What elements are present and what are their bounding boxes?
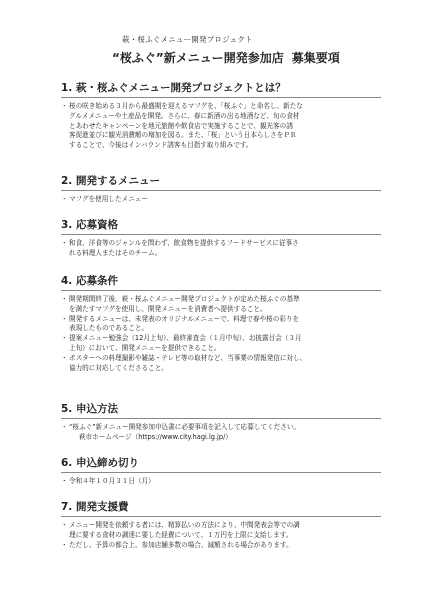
text-line: ポスターへの料理撮影や雑誌・テレビ等の取材など、当事業の情報発信に対し、	[69, 353, 307, 362]
website-link[interactable]: 萩市ホームページ（https://www.city.hagi.lg.jp/）	[79, 432, 232, 441]
text-line: 表現したものであること。	[69, 324, 149, 333]
section-body	[61, 423, 381, 443]
text-line: ただし、予算の都合上、参加店舗多数の場合、減額される場合があります。	[69, 540, 293, 549]
bullet-item	[61, 195, 381, 205]
bullet-item	[61, 102, 381, 151]
text-line: 開発するメニューは、未発表のオリジナルメニューで、料理で春や桜の彩りを	[69, 314, 300, 323]
section-body	[61, 521, 381, 550]
text-line: 令和４年１０月３１日（月）	[69, 477, 155, 485]
section-body	[61, 102, 381, 151]
text-line: することで、今後はインバウンド誘客も目指す取り組みです。	[69, 141, 253, 150]
bullet-item	[61, 239, 381, 259]
text-line: とあわせたキャンペーンを地元旅館や飲食店で実施することで、観光客の誘	[69, 121, 293, 130]
page-title	[112, 49, 340, 66]
bullet-dot: ・	[61, 521, 68, 529]
bullet-dot: ・	[61, 540, 68, 549]
bullet-item	[61, 334, 381, 354]
bullet-item	[61, 354, 381, 374]
section-body	[61, 477, 381, 487]
bullet-dot: ・	[61, 334, 68, 343]
bullet-dot: ・	[61, 353, 68, 362]
text-line: マフグを使用したメニュー	[69, 195, 148, 203]
section-eligibility	[61, 217, 381, 259]
text-line: 提案メニュー勉強会（12月上旬）、最終審査会（１月中旬）、お披露目会（３月	[69, 334, 302, 343]
text-line: れる料理人またはそのチーム。	[69, 248, 162, 257]
section-menu	[61, 173, 381, 205]
bullet-dot: ・	[61, 195, 68, 203]
section-body	[61, 239, 381, 259]
bullet-item	[61, 477, 381, 487]
section-conditions	[61, 273, 381, 373]
text-line: 理に要する食材の調達に要した経費について、１万円を上限に支給します。	[69, 530, 293, 539]
section-heading: 5. 申込方法	[61, 401, 381, 419]
text-line: 和食、洋食等のジャンルを問わず、飲食物を提供するフードサービスに従事さ	[69, 239, 299, 247]
bullet-item	[61, 295, 381, 315]
section-heading: 7. 開発支援費	[61, 499, 381, 517]
project-name: 萩・桜ふぐメニュー開発プロジェクト	[122, 35, 253, 44]
section-heading: 3. 応募資格	[61, 217, 381, 235]
bullet-dot: ・	[61, 295, 68, 303]
title-main: “桜ふぐ”新メニュー開発参加店	[112, 51, 284, 65]
text-line: “桜ふぐ”新メニュー開発参加申込書に必要事項を記入して応募してください。	[69, 423, 301, 431]
bullet-dot: ・	[61, 102, 68, 110]
section-heading: 2. 開発するメニュー	[61, 173, 381, 191]
bullet-item	[61, 521, 381, 541]
section-body	[61, 195, 381, 205]
text-line: 客促進並びに観光消費額の増加を図る。また、「桜」という日本らしさをＰＲ	[69, 131, 297, 140]
section-support-fee	[61, 499, 381, 550]
bullet-dot: ・	[61, 314, 68, 323]
bullet-item	[61, 315, 381, 335]
text-line: 開発期間終了後、萩・桜ふぐメニュー開発プロジェクトが定めた桜ふぐの基準	[69, 295, 300, 303]
bullet-dot: ・	[61, 477, 68, 485]
section-application	[61, 401, 381, 443]
bullet-item	[61, 423, 381, 443]
section-heading: 1. 萩・桜ふぐメニュー開発プロジェクトとは？	[61, 80, 381, 98]
title-sub: 募集要項	[291, 51, 340, 65]
bullet-item	[61, 541, 381, 551]
section-about	[61, 80, 381, 151]
text-line: 上旬）において、開発メニューを提供できること。	[69, 343, 221, 352]
text-line: 桜の咲き始める３月から最盛期を迎えるマフグを、「桜ふぐ」と命名し、新たな	[69, 102, 303, 110]
text-line: グルメメニューや土産品を開発。さらに、春に新酒の出る地酒など、旬の食材	[69, 111, 300, 120]
text-line: を満たすマフグを使用し、開発メニューを消費者へ提供すること。	[69, 304, 267, 313]
section-heading: 4. 応募条件	[61, 273, 381, 291]
section-heading: 6. 申込締め切り	[61, 455, 381, 473]
bullet-dot: ・	[61, 423, 68, 431]
text-line: 協力的に対応してくださること。	[69, 363, 168, 372]
section-deadline	[61, 455, 381, 487]
text-line: メニュー開発を依頼する者には、精算払いの方法により、中間発表会等での調	[69, 521, 300, 529]
bullet-dot: ・	[61, 239, 68, 247]
section-body	[61, 295, 381, 373]
